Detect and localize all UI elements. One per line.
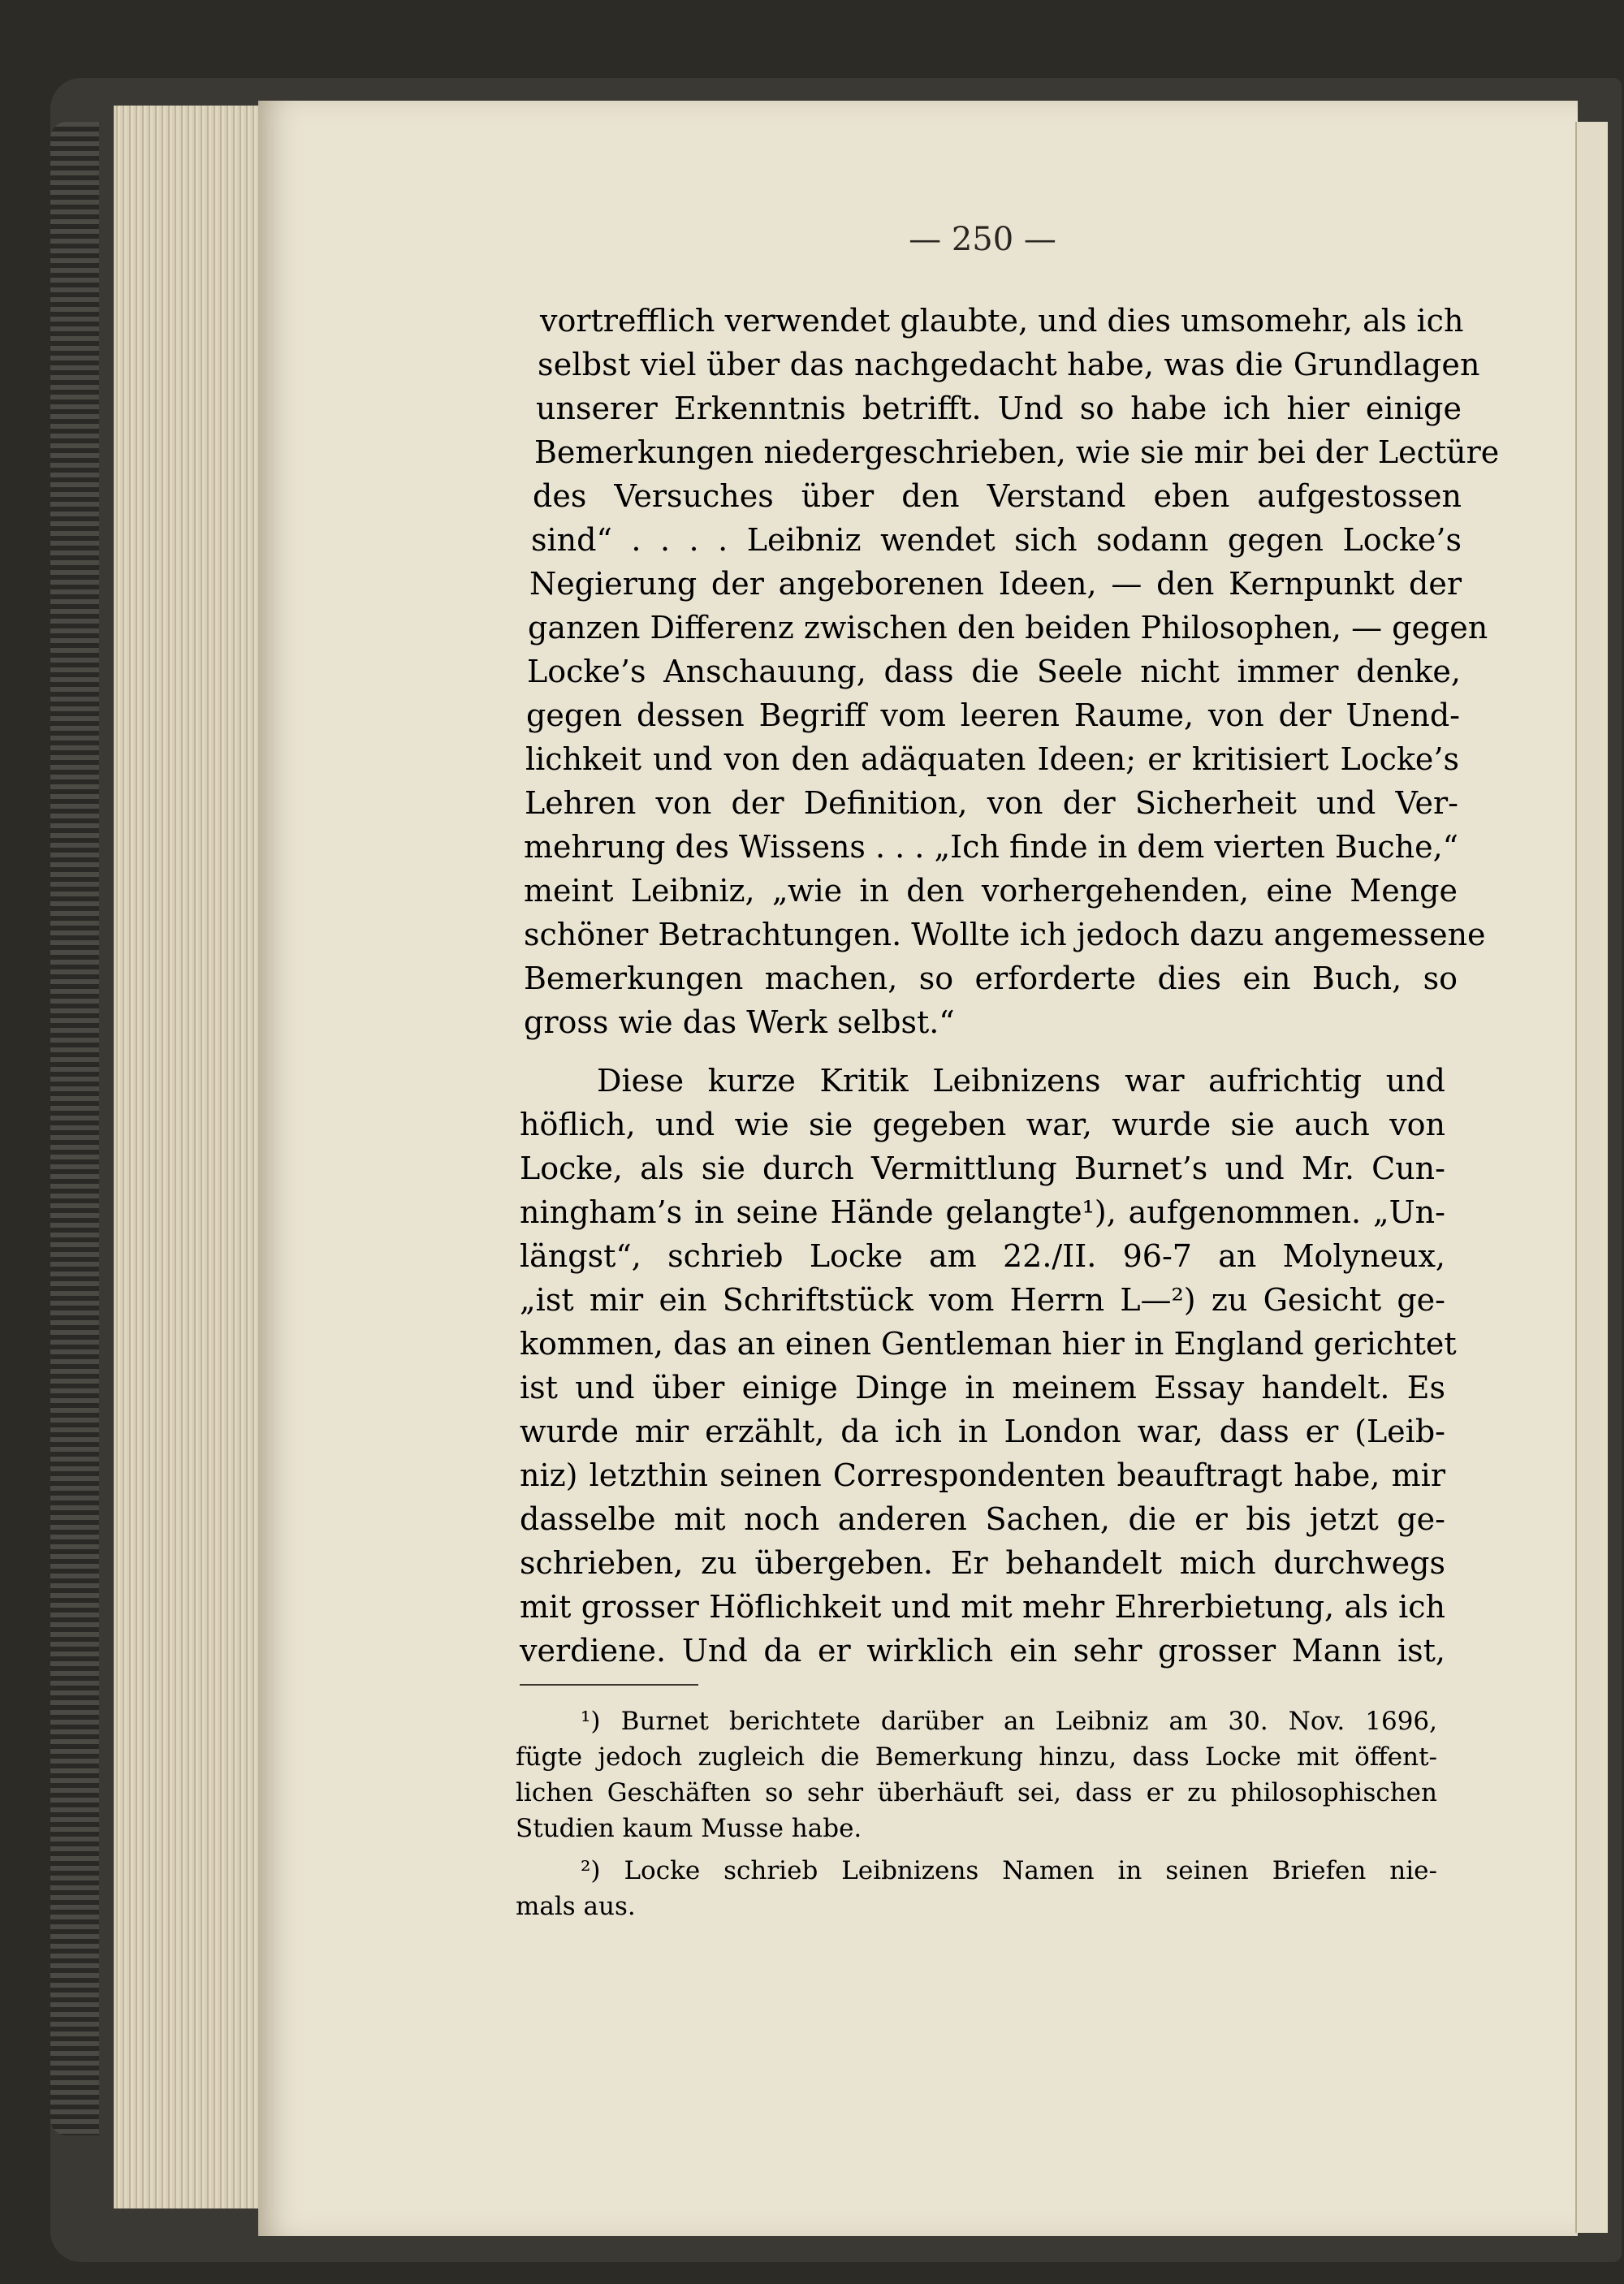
text-line: gross wie das Werk selbst.“ — [524, 1004, 955, 1040]
text-line: Lehren von der Definition, von der Sicherheit und Ver- — [525, 785, 1458, 821]
text-line: schrieben, zu übergeben. Er behandelt mich durchwegs — [520, 1545, 1445, 1581]
text-line: sind“ . . . . Leibniz wendet sich sodann gegen Locke’s — [531, 522, 1462, 558]
facing-page-edge — [1575, 122, 1608, 2233]
text-line: verdiene. Und da er wirklich ein sehr grosser Mann ist, — [520, 1633, 1445, 1669]
text-line: selbst viel über das nachgedacht habe, was die Grundlagen — [538, 347, 1480, 382]
text-line: wurde mir erzählt, da ich in London war, dass er (Leib- — [520, 1414, 1445, 1449]
text-line: mehrung des Wissens . . . „Ich finde in dem vierten Buche,“ — [524, 829, 1459, 865]
text-line: Negierung der angeborenen Ideen, — den Kernpunkt der — [529, 566, 1462, 602]
text-line: längst“, schrieb Locke am 22./II. 96-7 an Molyneux, — [520, 1238, 1445, 1274]
text-line: mit grosser Höflichkeit und mit mehr Ehrerbietung, als ich — [520, 1589, 1445, 1625]
text-line: vortrefflich verwendet glaubte, und dies umsomehr, als ich — [540, 303, 1464, 339]
text-line: Bemerkungen niedergeschrieben, wie sie mir bei der Lectüre — [534, 434, 1500, 470]
footnote-line: Studien kaum Musse habe. — [516, 1814, 862, 1843]
footnote-line: ¹) Burnet berichtete darüber an Leibniz am 30. Nov. 1696, — [581, 1707, 1437, 1736]
text-line: kommen, das an einen Gentleman hier in England gerichtet — [520, 1326, 1457, 1362]
footnote-line: lichen Geschäften so sehr überhäuft sei, dass er zu philosophischen — [516, 1778, 1437, 1807]
text-line: ist und über einige Dinge in meinem Essay handelt. Es — [520, 1370, 1445, 1405]
text-line: gegen dessen Begriff vom leeren Raume, von der Unend- — [526, 697, 1460, 733]
text-line: Diese kurze Kritik Leibnizens war aufrichtig und — [597, 1063, 1445, 1099]
text-line: schöner Betrachtungen. Wollte ich jedoch dazu angemessene — [524, 917, 1486, 952]
footnote-line: mals aus. — [516, 1892, 636, 1921]
text-line: meint Leibniz, „wie in den vorhergehenden, eine Menge — [524, 873, 1458, 909]
text-line: dasselbe mit noch anderen Sachen, die er bis jetzt ge- — [520, 1501, 1445, 1537]
footnote-line: fügte jedoch zugleich die Bemerkung hinzu, dass Locke mit öffent- — [516, 1742, 1437, 1772]
text-line: ganzen Differenz zwischen den beiden Philosophen, — gegen — [528, 610, 1488, 645]
text-line: des Versuches über den Verstand eben aufgestossen — [533, 478, 1462, 514]
footnote-line: ²) Locke schrieb Leibnizens Namen in seinen Briefen nie- — [581, 1856, 1437, 1885]
footnote-rule — [520, 1684, 698, 1686]
text-line: unserer Erkenntnis betrifft. Und so habe ich hier einige — [536, 391, 1462, 426]
text-line: niz) letzthin seinen Correspondenten beauftragt habe, mir — [520, 1457, 1445, 1493]
text-line: höflich, und wie sie gegeben war, wurde sie auch von — [520, 1107, 1445, 1142]
text-line: ningham’s in seine Hände gelangte¹), aufgenommen. „Un- — [520, 1194, 1445, 1230]
book-spine — [50, 122, 99, 2135]
text-line: Bemerkungen machen, so erforderte dies ein Buch, so — [524, 961, 1458, 996]
text-line: Locke’s Anschauung, dass die Seele nicht immer denke, — [527, 654, 1461, 689]
text-line: Locke, als sie durch Vermittlung Burnet’s und Mr. Cun- — [520, 1151, 1445, 1186]
text-line: lichkeit und von den adäquaten Ideen; er kritisiert Locke’s — [525, 741, 1459, 777]
page-number: — 250 — — [909, 221, 1056, 258]
text-line: „ist mir ein Schriftstück vom Herrn L—²) zu Gesicht ge- — [520, 1282, 1445, 1318]
